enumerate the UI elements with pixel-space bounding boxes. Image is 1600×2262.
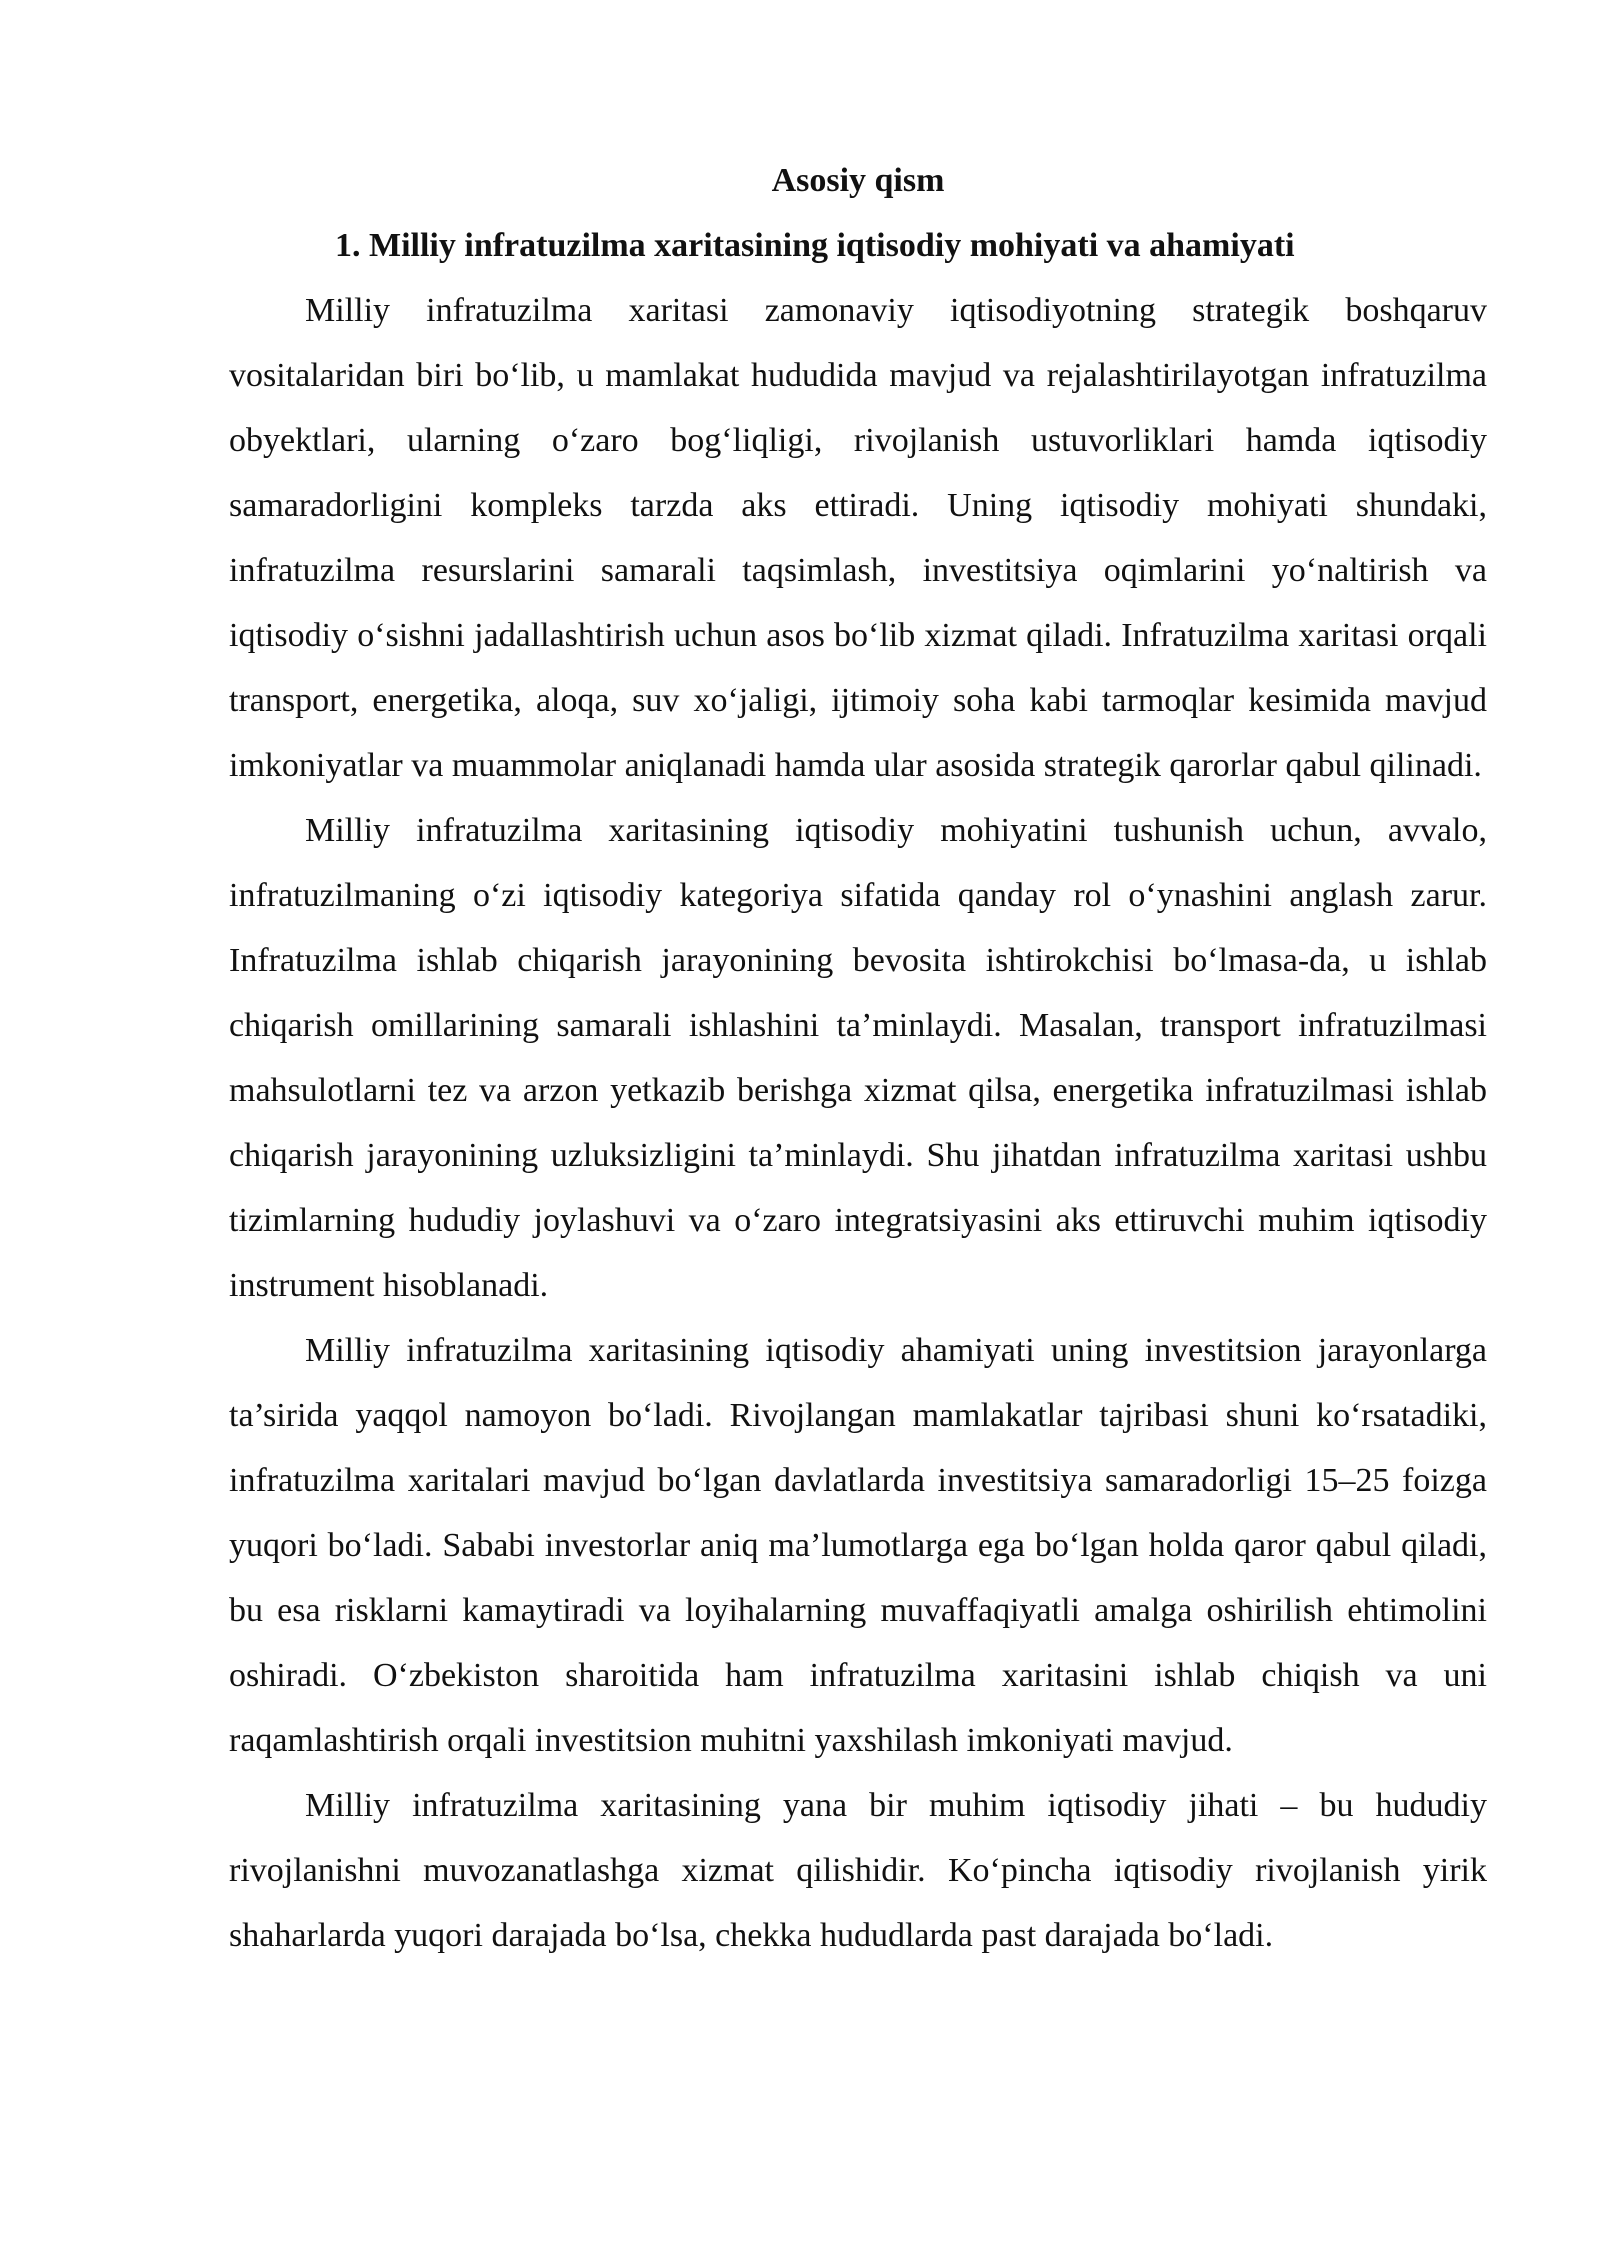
- paragraph-1: Milliy infratuzilma xaritasi zamonaviy iqtisodiyotning strategik boshqaruv vositalaridan biri bo‘lib, u mamlakat hududida mavjud va rejalashtirilayotgan infratuzilma obyektlari, ularning o‘zaro bog‘liqligi, rivojlanish ustuvorliklari hamda iqtisodiy samaradorligini kompleks tarzda aks ettiradi. Uning iqtisodiy mohiyati shundaki, infratuzilma resurslarini samarali taqsimlash, investitsiya oqimlarini yo‘naltirish va iqtisodiy o‘sishni jadallashtirish uchun asos bo‘lib xizmat qiladi. Infratuzilma xaritasi orqali transport, energetika, aloqa, suv xo‘jaligi, ijtimoiy soha kabi tarmoqlar kesimida mavjud imkoniyatlar va muammolar aniqlanadi hamda ular asosida strategik qarorlar qabul qilinadi.: [229, 292, 1487, 784]
- paragraph-2: Milliy infratuzilma xaritasining iqtisodiy mohiyatini tushunish uchun, avvalo, infratuzilmaning o‘zi iqtisodiy kategoriya sifatida qanday rol o‘ynashini anglash zarur. Infratuzilma ishlab chiqarish jarayonining bevosita ishtirokchisi bo‘lmasa-da, u ishlab chiqarish omillarining samarali ishlashini ta’minlaydi. Masalan, transport infratuzilmasi mahsulotlarni tez va arzon yetkazib berishga xizmat qilsa, energetika infratuzilmasi ishlab chiqarish jarayonining uzluksizligini ta’minlaydi. Shu jihatdan infratuzilma xaritasi ushbu tizimlarning hududiy joylashuvi va o‘zaro integratsiyasini aks ettiruvchi muhim iqtisodiy instrument hisoblanadi.: [229, 812, 1487, 1304]
- paragraph-3: Milliy infratuzilma xaritasining iqtisodiy ahamiyati uning investitsion jarayonlarga ta’sirida yaqqol namoyon bo‘ladi. Rivojlangan mamlakatlar tajribasi shuni ko‘rsatadiki, infratuzilma xaritalari mavjud bo‘lgan davlatlarda investitsiya samaradorligi 15–25 foizga yuqori bo‘ladi. Sababi investorlar aniq ma’lumotlarga ega bo‘lgan holda qaror qabul qiladi, bu esa risklarni kamaytiradi va loyihalarning muvaffaqiyatli amalga oshirilish ehtimolini oshiradi. O‘zbekiston sharoitida ham infratuzilma xaritasini ishlab chiqish va uni raqamlashtirish orqali investitsion muhitni yaxshilash imkoniyati mavjud.: [229, 1332, 1487, 1759]
- document-page: [229, 148, 1487, 1968]
- paragraph-4: Milliy infratuzilma xaritasining yana bir muhim iqtisodiy jihati – bu hududiy rivojlanishni muvozanatlashga xizmat qilishidir. Ko‘pincha iqtisodiy rivojlanish yirik shaharlarda yuqori darajada bo‘lsa, chekka hududlarda past darajada bo‘ladi.: [229, 1787, 1487, 1954]
- section-title: Asosiy qism: [771, 162, 945, 199]
- chapter-title: 1. Milliy infratuzilma xaritasining iqtisodiy mohiyati va ahamiyati: [335, 227, 1295, 264]
